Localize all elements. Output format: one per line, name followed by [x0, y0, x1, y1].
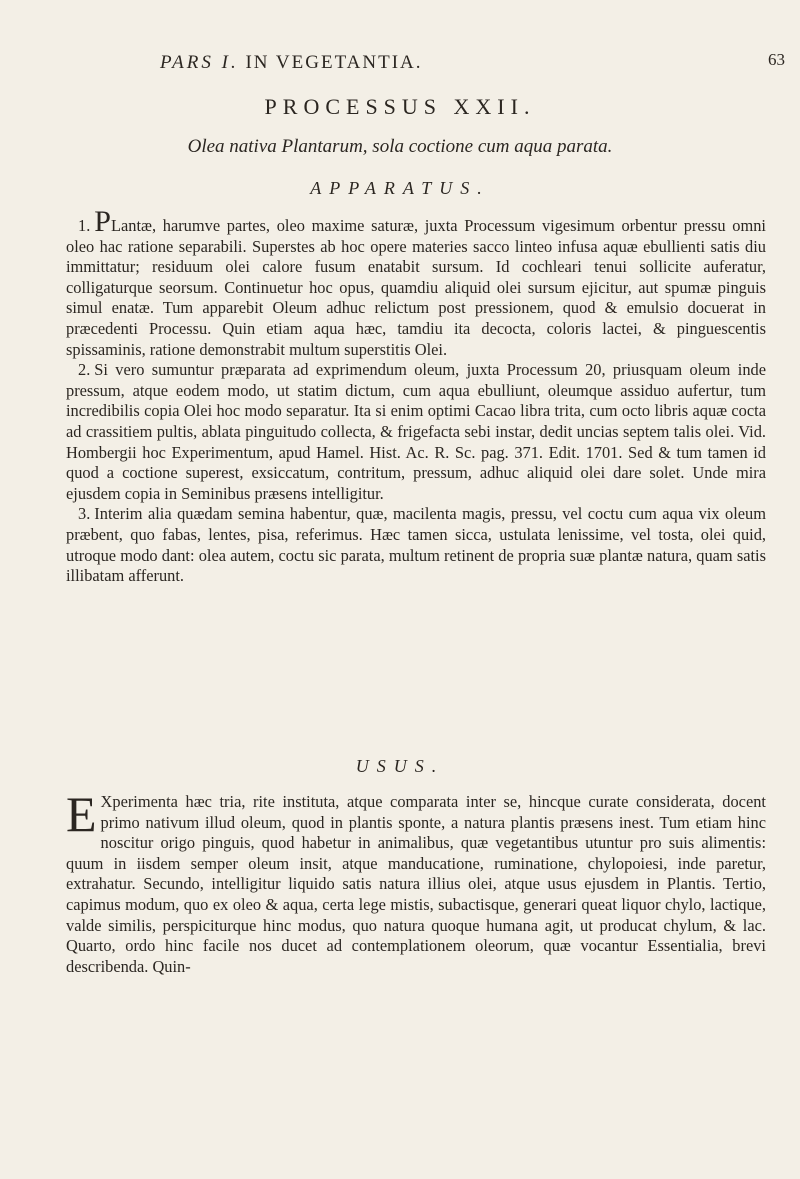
usus-paragraph: [66, 786, 766, 977]
paragraph-number: 1.: [78, 216, 91, 235]
apparatus-text: [66, 205, 766, 587]
paragraph-text: Interim alia quædam semina habentur, quæ, macilenta magis, pressu, vel coctu cum aqua vix oleum præbent, quo fabas, lentes, pisa, referimus. Hæc tamen sicca, ustulata lenissime, vel tosta, olei quid, utroque modo dant: olea autem, coctu sic parata, multum retinent de propria suæ plantæ natura, quam satis illibatam afferunt.: [66, 504, 766, 586]
running-head-part: PARS I.: [160, 52, 239, 73]
paragraph-text: Xperimenta hæc tria, rite instituta, atque comparata inter se, hincque curate considerata, docent primo nativum illud oleum, quod in plantis sponte, a natura plantis præsens inest. Tum etiam hinc noscitur origo pinguis, quod habetur in animalibus, quæ vegetantibus utuntur pro suis alimentis: quum in iisdem semper oleum insit, atque manducatione, ruminatione, chylopoiesi, inde paretur, extrahatur. Secundo, intelligitur liquido satis natura illius olei, atque usus ejusdem in Plantis. Tertio, capimus modum, quo ex oleo & aqua, certa lege mistis, subactisque, generari queat liquor chylo, lactique, valde similis, perspiciturque hinc modus, quo natura quoque humana agit, ut producat chylum, & lac. Quarto, ordo hinc facile nos ducet ad contemplationem oleorum, quæ vocantur Essentialia, brevi describenda. Quin-: [66, 792, 766, 976]
paragraph-text: Lantæ, harumve partes, oleo maxime saturæ, juxta Processum vigesimum orbentur pressu omni oleo hac ratione separabili. Superstes ab hoc opere materies sacco linteo infusa aquæ ebullienti satis diu immittatur; residuum olei calore fusum enatabit sursum. Id cochleari tenui sollicite auferatur, colligaturque seorsum. Continuetur hoc opus, quamdiu aliquid olei sursum ejicitur, aut spumæ pinguis simul enatæ. Tum apparebit Oleum adhuc relictum post pressionem, quod & emulsio docuerat in præcedenti Processu. Quin etiam aqua hæc, tamdiu ita decocta, coloris lactei, & pinguescentis spissaminis, ratione demonstrabit multum superstitis Olei.: [66, 216, 766, 359]
apparatus-paragraph-1: [66, 205, 766, 360]
process-subtitle: Olea nativa Plantarum, sola coctione cum aqua parata.: [187, 136, 613, 157]
paragraph-number: 2.: [78, 360, 91, 380]
running-head-section: IN VEGETANTIA.: [245, 52, 423, 73]
running-head: [160, 52, 640, 74]
apparatus-paragraph-2: [66, 360, 766, 504]
paragraph-text: Si vero sumuntur præparata ad exprimendum oleum, juxta Processum 20, priusquam oleum inde pressum, atque eodem modo, ut statim dictum, cum aqua ebulliunt, oleumque assiduo aufertur, tum incredibilis copia Olei hoc modo separatur. Ita si enim optimi Cacao libra trita, cum octo libris aquæ cocta ad crassitiem pultis, ablata pinguitudo collecta, & frigefacta sebi instar, dedit uncias septem talis olei. Vid. Hombergii hoc Experimentum, apud Hamel. Hist. Ac. R. Sc. pag. 371. Edit. 1701. Sed & tum tamen id quod a coctione superest, exsiccatum, contritum, pressum, adhuc aliquid olei dare solet. Unde mira ejusdem copia in Seminibus præsens intelligitur.: [66, 360, 766, 503]
page-number: 63: [768, 50, 785, 69]
apparatus-heading: APPARATUS.: [310, 178, 490, 198]
initial-letter: P: [94, 205, 111, 238]
paragraph-number: 3.: [78, 504, 91, 524]
apparatus-paragraph-3: [66, 504, 766, 586]
usus-heading: USUS.: [355, 756, 445, 776]
initial-letter: E: [66, 786, 97, 842]
process-title: PROCESSUS XXII.: [264, 94, 536, 119]
usus-text: [66, 786, 766, 977]
